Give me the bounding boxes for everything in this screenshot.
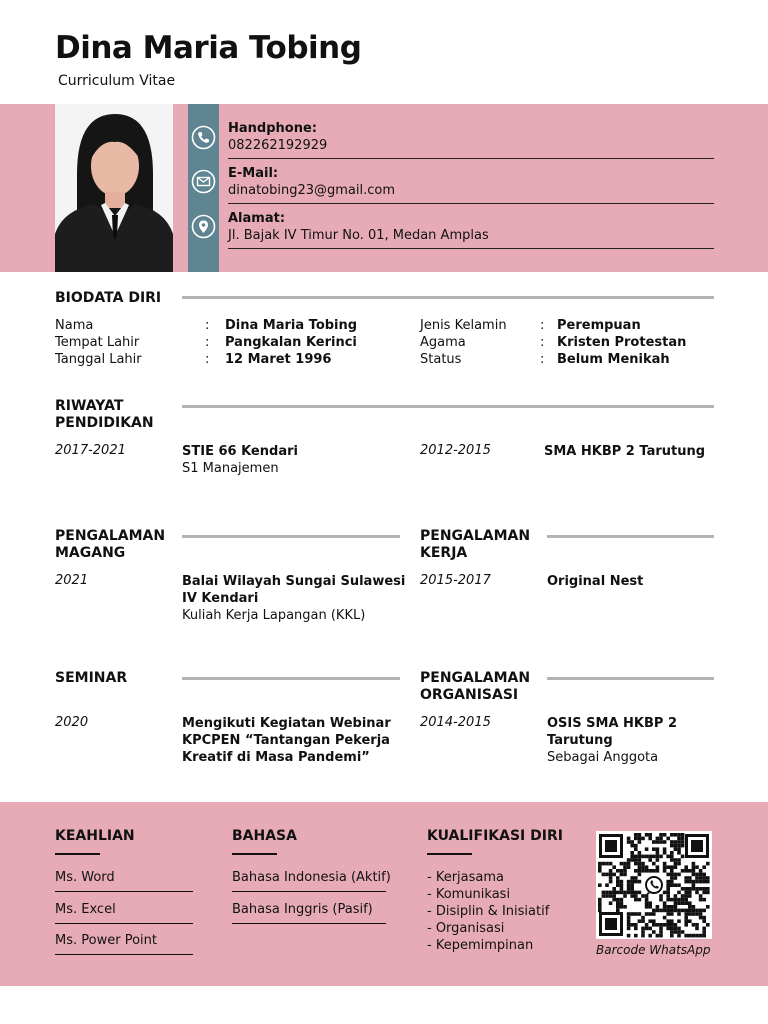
bio-value: Belum Menikah [557,352,670,367]
language-item: Bahasa Inggris (Pasif) [232,902,373,917]
section-rule [182,405,714,408]
internship-title [55,528,165,562]
qualification-item: - Kepemimpinan [427,938,534,953]
seminar-desc [182,715,391,766]
education-title-line: PENDIDIKAN [55,415,154,431]
item-underline [55,923,193,924]
education-title-line: RIWAYAT [55,398,124,414]
cv-name: Dina Maria Tobing [55,30,362,66]
education-year: 2012-2015 [420,443,491,458]
bio-label: Status [420,352,462,367]
organization-year: 2014-2015 [420,715,491,730]
whatsapp-qr-code [596,831,712,939]
organization-title-line: ORGANISASI [420,687,519,703]
section-rule [182,677,400,680]
item-underline [232,891,386,892]
location-icon [191,214,216,239]
organization-name [547,715,677,749]
internship-title-line: PENGALAMAN [55,528,166,544]
skill-item: Ms. Power Point [55,933,157,948]
languages-title: BAHASA [232,828,297,844]
phone-icon [191,125,216,150]
work-title [420,528,530,562]
bio-value: Perempuan [557,318,641,333]
education-school: STIE 66 Kendari [182,444,298,459]
title-underline [232,853,277,855]
qualification-item: - Disiplin & Inisiatif [427,904,550,919]
organization-title [420,670,530,704]
work-year: 2015-2017 [420,573,491,588]
bio-value: Kristen Protestan [557,335,687,350]
item-underline [55,891,193,892]
language-item: Bahasa Indonesia (Aktif) [232,870,391,885]
profile-photo [55,104,173,272]
internship-desc: Kuliah Kerja Lapangan (KKL) [182,608,366,623]
bio-label: Agama [420,335,466,350]
bio-label: Tempat Lahir [55,335,140,350]
item-underline [55,954,193,955]
seminar-desc-line: KPCPEN “Tantangan Pekerja [182,733,390,748]
education-year: 2017-2021 [55,443,126,458]
bio-colon: : [540,318,545,333]
work-title-line: KERJA [420,545,468,561]
title-underline [427,853,472,855]
title-underline [55,853,100,855]
internship-place-line: Balai Wilayah Sungai Sulawesi [182,574,406,589]
education-title [55,398,154,432]
phone-label: Handphone: [228,121,317,136]
organization-role: Sebagai Anggota [547,750,659,765]
section-rule [182,296,714,299]
bio-value: 12 Maret 1996 [225,352,332,367]
mail-icon [191,169,216,194]
seminar-year: 2020 [55,715,89,730]
bio-value: Pangkalan Kerinci [225,335,357,350]
bio-colon: : [540,352,545,367]
phone-value: 082262192929 [228,138,328,153]
bio-value: Dina Maria Tobing [225,318,358,333]
bio-colon: : [205,335,210,350]
section-rule [547,677,714,680]
skills-title: KEAHLIAN [55,828,135,844]
bio-label: Tanggal Lahir [55,352,142,367]
divider [228,248,714,249]
qualification-item: - Kerjasama [427,870,504,885]
seminar-desc-line: Mengikuti Kegiatan Webinar [182,716,391,731]
organization-name-line: Tarutung [547,733,613,748]
address-label: Alamat: [228,211,286,226]
email-value: dinatobing23@gmail.com [228,183,396,198]
organization-title-line: PENGALAMAN [420,670,531,686]
work-title-line: PENGALAMAN [420,528,531,544]
qr-caption: Barcode WhatsApp [596,943,711,957]
item-underline [232,923,386,924]
education-major: S1 Manajemen [182,461,279,476]
bio-colon: : [205,352,210,367]
work-company: Original Nest [547,574,644,589]
qualifications-title: KUALIFIKASI DIRI [427,828,563,844]
section-rule [182,535,400,538]
internship-year: 2021 [55,573,89,588]
bio-colon: : [205,318,210,333]
address-value: Jl. Bajak IV Timur No. 01, Medan Amplas [228,228,489,243]
bio-label: Nama [55,318,94,333]
organization-name-line: OSIS SMA HKBP 2 [547,716,677,731]
bio-label: Jenis Kelamin [420,318,507,333]
cv-subtitle: Curriculum Vitae [58,73,176,89]
biodata-title: BIODATA DIRI [55,290,162,306]
internship-place [182,573,405,607]
seminar-desc-line: Kreatif di Masa Pandemi” [182,750,370,765]
skill-item: Ms. Excel [55,902,116,917]
bio-colon: : [540,335,545,350]
qualification-item: - Organisasi [427,921,505,936]
seminar-title: SEMINAR [55,670,128,686]
email-label: E-Mail: [228,166,279,181]
education-school: SMA HKBP 2 Tarutung [544,444,706,459]
skill-item: Ms. Word [55,870,115,885]
divider [228,158,714,159]
internship-place-line: IV Kendari [182,591,259,606]
internship-title-line: MAGANG [55,545,126,561]
divider [228,203,714,204]
qualification-item: - Komunikasi [427,887,511,902]
section-rule [547,535,714,538]
